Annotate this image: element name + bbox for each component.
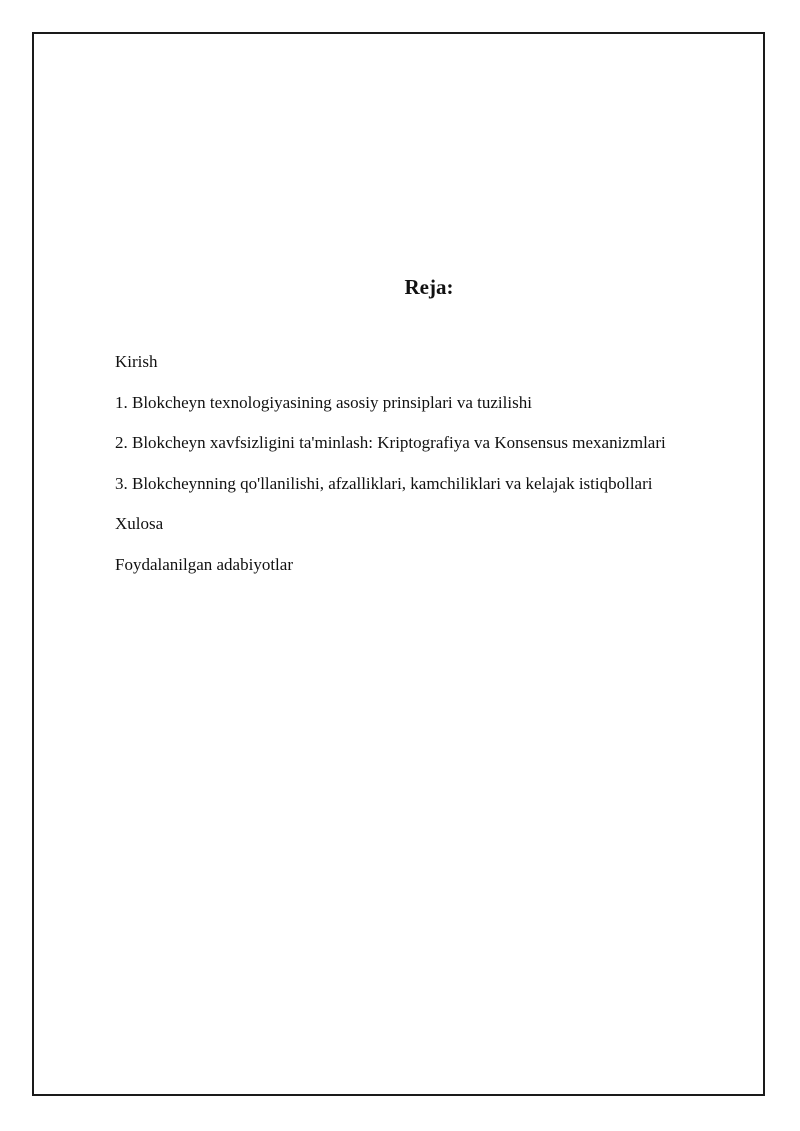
toc-item-introduction: Kirish [115, 352, 158, 371]
toc-item-chapter-2: 2. Blokcheyn xavfsizligini ta'minlash: Kriptografiya va Konsensus mexanizmlari [115, 433, 666, 453]
page-title: Reja: [404, 275, 454, 299]
toc-item-conclusion: Xulosa [115, 514, 164, 534]
table-of-contents [115, 352, 666, 596]
toc-item-chapter-1: 1. Blokcheyn texnologiyasining asosiy prinsiplari va tuzilishi [115, 392, 532, 412]
toc-item-chapter-3: 3. Blokcheynning qo'llanilishi, afzalliklari, kamchiliklari va kelajak istiqbollari [115, 473, 653, 493]
toc-item-references: Foydalanilgan adabiyotlar [115, 554, 293, 574]
